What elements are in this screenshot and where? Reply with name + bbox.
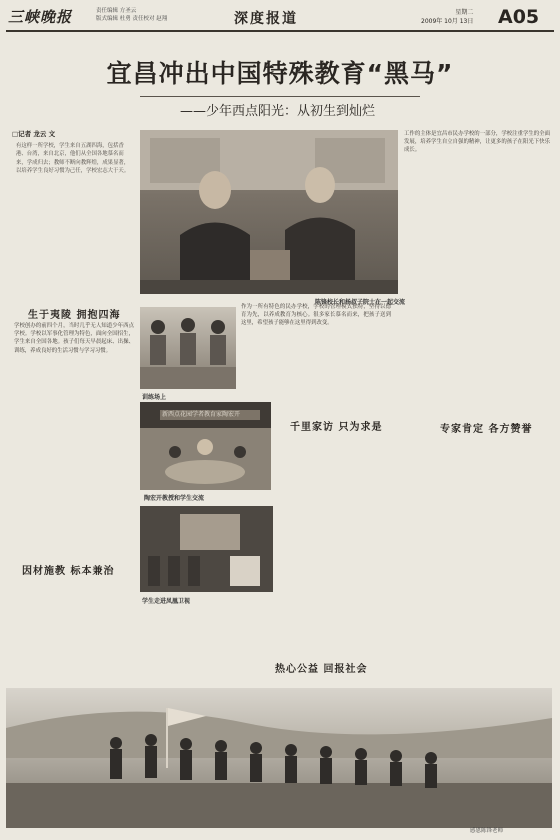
body-right-text: 工作的主体是宜昌市民办学校的一部分，学校注重学生的全面发展，培养学生自立自强的精神，让更多的孩子在阳光下快乐成长。 <box>404 131 550 154</box>
date-block <box>421 8 473 26</box>
editor-line-2: 版式编辑 杜勇 责任校对 赵翔 <box>96 16 168 22</box>
photo-students-marching-art <box>6 688 552 828</box>
intro-text: 有这样一所学校，学生来自五湖四海，包括香港、台湾，来自北京，他们从全国各地慕名而来，学成归去；教师不断向教辉煌，成果显著，以培养学生良好习惯为己任，学校宏志大于天。 <box>16 143 130 175</box>
heading-expert-recognition: 专家肯定 各方赞誉 <box>440 424 533 435</box>
photo-principal-and-academician <box>140 130 398 294</box>
photo-professor-with-students <box>140 402 271 490</box>
body-expert-recognition <box>405 434 550 684</box>
body-column-left-upper <box>14 322 134 542</box>
photo-training-ground <box>140 307 236 389</box>
page-number: A05 <box>498 6 540 28</box>
section-title: 深度报道 <box>234 11 298 27</box>
heading-home-visit: 千里家访 只为求是 <box>290 422 383 433</box>
editor-credits <box>96 7 167 23</box>
body-lower-mid <box>200 604 400 659</box>
body-home-visit <box>277 434 399 594</box>
issue-date: 2009年 10月 13日 <box>421 18 474 25</box>
heading-teaching: 因材施教 标本兼治 <box>22 566 115 577</box>
headline-rule <box>140 96 420 97</box>
caption-top-photo: 陈锋校长和杨叔子院士在一起交流 <box>315 299 406 306</box>
body-left-text: 学校创办的前四个月，当时几乎无人知道少年西点学校。学校以军事化管理为特色，面向全国招生，学生来自全国各地。孩子们每天早晨起床、出操、训练，养成良好的生活习惯与学习习惯。 <box>14 323 134 354</box>
body-column-right-upper <box>404 130 550 380</box>
caption-training: 训练场上 <box>142 394 167 401</box>
photo-phoenix-tv <box>140 506 273 592</box>
weekday: 星期二 <box>455 9 474 16</box>
masthead <box>6 4 554 32</box>
photo-students-marching <box>6 688 552 828</box>
heading-born-in-yiling: 生于夷陵 拥抱四海 <box>28 310 121 321</box>
photo-phoenix-tv-art <box>140 506 273 592</box>
byline: □记者 龙云 文 <box>12 130 56 138</box>
headline: 宜昌冲出中国特殊教育“黑马” <box>106 59 454 88</box>
page-footer: 感恩陈锋老师 <box>470 828 504 834</box>
caption-phoenix: 学生走进凤凰卫视 <box>142 598 191 605</box>
editor-line-1: 责任编辑 方圣云 <box>96 8 137 14</box>
body-column-mid-upper <box>241 303 391 397</box>
photo-principal-and-academician-art <box>140 130 398 294</box>
heading-public-welfare: 热心公益 回报社会 <box>275 664 368 675</box>
caption-professor: 陶宏开教授和学生交流 <box>144 495 205 502</box>
photo-training-ground-art <box>140 307 236 389</box>
body-teaching <box>14 578 134 683</box>
photo-banner-text: 新西点花园学者教育家陶宏开 <box>162 411 241 418</box>
subheadline: ——少年西点阳光：从初生到灿烂 <box>180 104 376 119</box>
paper-logo: 三峡晚报 <box>8 8 73 26</box>
body-mid-text: 作为一所有特色的民办学校，学校的管理模式独特，坚持以德育为先，以养成教育为核心。很多家长慕名而来，把孩子送到这里，希望孩子能够在这里得到改变。 <box>241 304 391 327</box>
